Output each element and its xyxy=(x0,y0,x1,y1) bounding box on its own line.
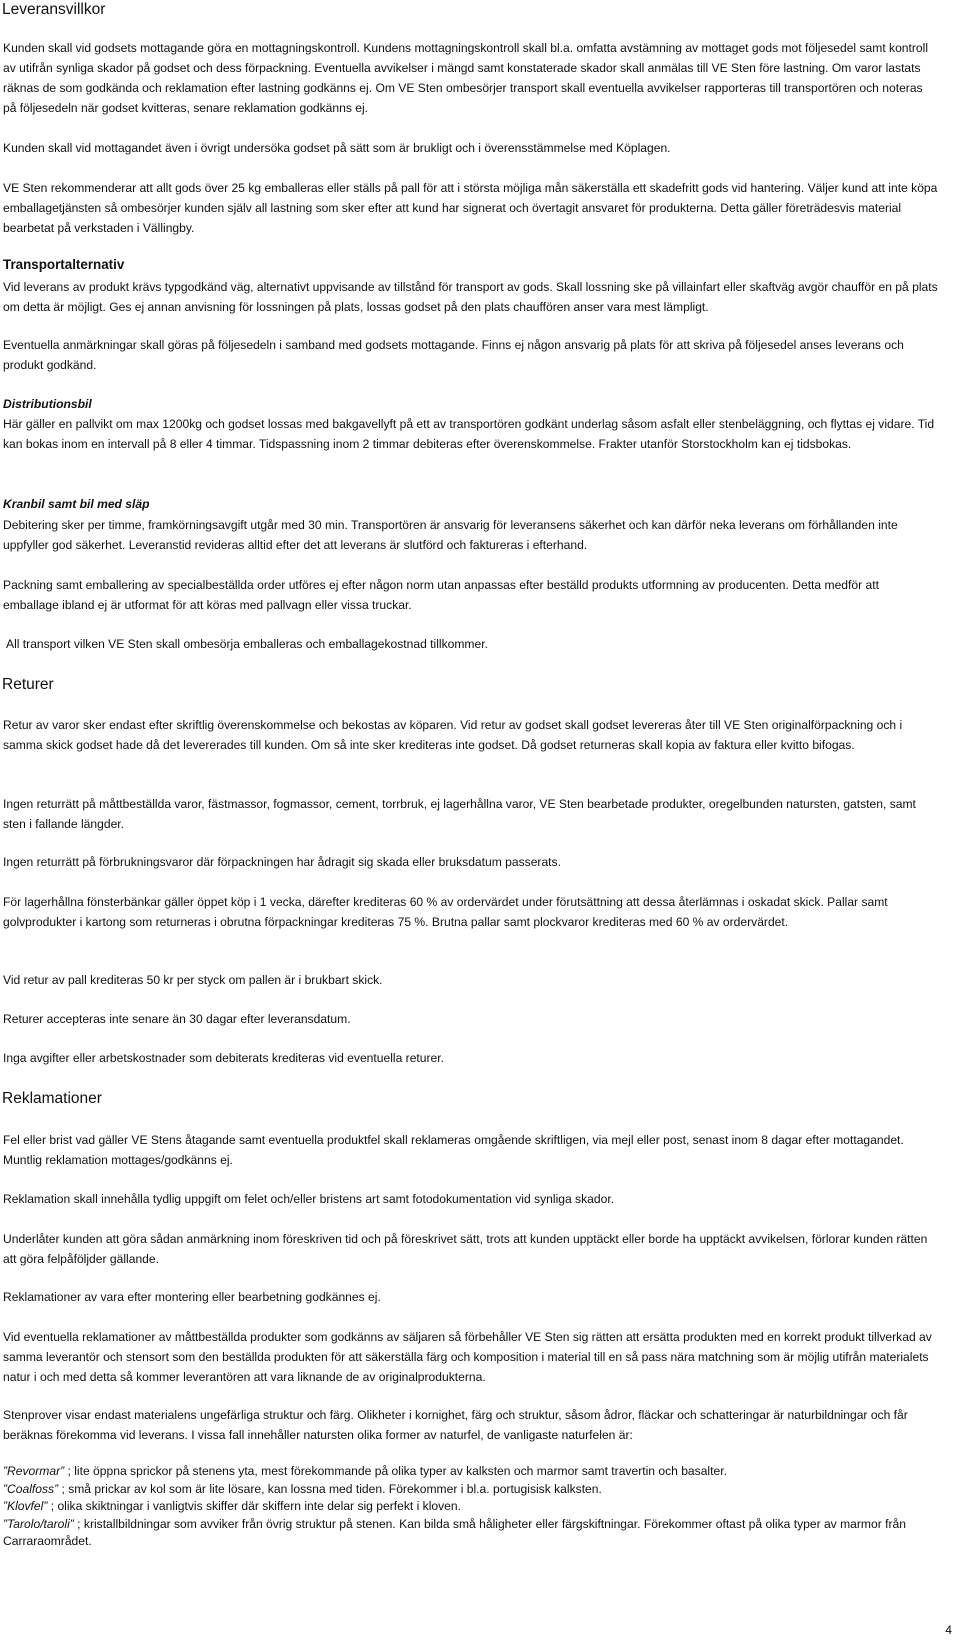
list-item xyxy=(3,1481,938,1499)
section-title-returer: Returer xyxy=(2,676,54,693)
term-coalfoss: ”Coalfoss” xyxy=(3,1481,62,1496)
leveransvillkor-paragraph-1: Kunden skall vid godsets mottagande göra en mottagningskontroll. Kundens mottagningskontroll skall bl.a. omfatta avstämning av mottaget gods mot följesedel samt kontroll av utifrån synliga skador på godset och dess förpackning. Eventuella avvikelser i mängd samt konstaterade skador skall anmälas till VE Sten före lastning. Om varor lastats räknas de som godkända och reklamation efter lastning godkänns ej. Om VE Sten ombesörjer transport skall eventuella avvikelser rapporteras till transportören och noteras på följesedeln när godset kvitteras, senare reklamation godkänns ej. xyxy=(3,41,929,115)
reklamationer-paragraph-4: Reklamationer av vara efter montering eller bearbetning godkännes ej. xyxy=(3,1290,381,1304)
all-transport-paragraph: All transport vilken VE Sten skall ombesörja emballeras och emballagekostnad tillkommer. xyxy=(6,637,488,651)
reklamationer-paragraph-2: Reklamation skall innehålla tydlig uppgift om felet och/eller bristens art samt fotodokumentation vid synliga skador. xyxy=(3,1192,615,1206)
page-number: 4 xyxy=(945,1623,952,1637)
packning-paragraph: Packning samt emballering av specialbeställda order utföres ej efter någon norm utan anpassas efter beställd produkts utformning av producenten. Detta medför att emballage ibland ej är utformat för att köras med pallvagn eller vissa truckar. xyxy=(3,578,879,612)
returer-paragraph-3: Ingen returrätt på förbrukningsvaror där förpackningen har ådragit sig skada eller bruksdatum passerats. xyxy=(3,855,561,869)
term-tarolo: ”Tarolo/taroli” xyxy=(3,1516,78,1531)
section-title-leveransvillkor: Leveransvillkor xyxy=(2,1,106,18)
returer-paragraph-4: För lagerhållna fönsterbänkar gäller öppet köp i 1 vecka, därefter krediteras 60 % av ordervärdet under förutsättning att dessa återlämnas i oskadat skick. Pallar samt golvprodukter i kartong som returneras i obrutna förpackningar krediteras 75 %. Brutna pallar samt plockvaror krediteras med 60 % av ordervärdet. xyxy=(3,895,888,929)
returer-paragraph-7: Inga avgifter eller arbetskostnader som debiterats krediteras vid eventuella returer. xyxy=(3,1051,444,1065)
reklamationer-paragraph-1: Fel eller brist vad gäller VE Stens åtagande samt eventuella produktfel skall reklameras omgående skriftligen, via mejl eller post, senast inom 8 dagar efter mottagandet. Muntlig reklamation mottages/godkänns ej. xyxy=(3,1133,904,1167)
naturfel-list xyxy=(3,1463,938,1551)
reklamationer-paragraph-5: Vid eventuella reklamationer av måttbeställda produkter som godkänns av säljaren så förbehåller VE Sten sig rätten att ersätta produkten med en korrekt produkt tillverkad av samma leverantör och stensort som den beställda produkten för att säkerställa färg och komposition i material till en så pass nära matchning som är möjlig utifrån materialets natur i och med detta så kommer leverantören att vara liknande de av originalprodukterna. xyxy=(3,1330,932,1384)
kranbil-paragraph: Debitering sker per timme, framkörningsavgift utgår med 30 min. Transportören är ansvarig för leveransens säkerhet och kan därför neka leverans om förhållanden inte uppfyller god säkerhet. Leveranstid revideras alltid efter det att leverans är slutförd och faktureras i efterhand. xyxy=(3,518,898,552)
leveransvillkor-paragraph-3: VE Sten rekommenderar att allt gods över 25 kg emballeras eller ställs på pall för att i största möjliga mån säkerställa ett skadefritt gods vid hantering. Väljer kund att inte köpa emballagetjänsten så ombesörjer kunden själv all lastning som sker efter att kund har signerat och övertagit ansvaret för produkterna. Detta gäller företrädesvis material bearbetat på verkstaden i Vällingby. xyxy=(3,181,938,235)
subheading-transportalternativ: Transportalternativ xyxy=(3,257,125,272)
distributionsbil-paragraph: Här gäller en pallvikt om max 1200kg och godset lossas med bakgavellyft på ett av transportören godkänt underlag såsom asfalt eller stenbeläggning, och flyttas ej vidare. Tid kan bokas inom en intervall på 8 eller 4 timmar. Tidspassning inom 2 timmar debiteras efter överenskommelse. Frakter utanför Storstockholm kan ej tidsbokas. xyxy=(3,417,935,451)
list-item xyxy=(3,1498,938,1516)
term-description: ; olika skiktningar i vanligtvis skiffer där skiffern inte delar sig perfekt i kloven. xyxy=(50,1499,461,1513)
subheading-kranbil: Kranbil samt bil med släp xyxy=(3,497,150,511)
term-description: ; små prickar av kol som är lite lösare, kan lossna med tiden. Förekommer i bl.a. portugisisk kalksten. xyxy=(61,1481,602,1496)
transport-paragraph: Vid leverans av produkt krävs typgodkänd väg, alternativt uppvisande av tillstånd för transport av gods. Skall lossning ske på villainfart eller skaftväg avgör chaufför en på plats om detta är möjligt. Ges ej annan anvisning för lossningen på plats, lossas godset på den plats chauffören anser vara mest lämpligt. xyxy=(3,280,938,314)
returer-paragraph-2: Ingen returrätt på måttbeställda varor, fästmassor, fogmassor, cement, torrbruk, ej lagerhållna varor, VE Sten bearbetade produkter, oregelbunden natursten, gatsten, samt sten i fallande längder. xyxy=(3,797,916,831)
returer-paragraph-6: Returer accepteras inte senare än 30 dagar efter leveransdatum. xyxy=(3,1012,351,1026)
anmarkningar-paragraph: Eventuella anmärkningar skall göras på följesedeln i samband med godsets mottagande. Finns ej någon ansvarig på plats för att skriva på följesedel anses leverans och produkt godkänd. xyxy=(3,338,904,372)
reklamationer-paragraph-3: Underlåter kunden att göra sådan anmärkning inom föreskriven tid och på föreskrivet sätt, trots att kunden upptäckt eller borde ha upptäckt avvikelsen, förlorar kunden rätten att göra felpåföljder gällande. xyxy=(3,1232,928,1266)
reklamationer-paragraph-6: Stenprover visar endast materialens ungefärliga struktur och färg. Olikheter i kornighet, färg och struktur, såsom ådror, fläckar och schatteringar är naturbildningar och får beräknas förekomma vid leverans. I vissa fall innehåller natursten olika former av naturfel, de vanligaste naturfelen är: xyxy=(3,1408,908,1442)
subheading-distributionsbil: Distributionsbil xyxy=(3,397,92,411)
term-description: ; lite öppna sprickor på stenens yta, mest förekommande på olika typer av kalksten och marmor samt travertin och basalter. xyxy=(67,1464,727,1478)
section-title-reklamationer: Reklamationer xyxy=(2,1090,102,1107)
list-item xyxy=(3,1463,938,1481)
returer-paragraph-1: Retur av varor sker endast efter skriftlig överenskommelse och bekostas av köparen. Vid retur av godset skall godset levereras åter till VE Sten originalförpackning och i samma skick godset hade då det levererades till kunden. Om så inte sker krediteras inte godset. Då godset returneras skall kopia av faktura eller kvitto bifogas. xyxy=(3,718,903,752)
term-description: ; kristallbildningar som avviker från övrig struktur på stenen. Kan bilda små håligheter eller färgskiftningar. Förekommer oftast på olika typer av marmor från Carraraområdet. xyxy=(3,1516,906,1548)
leveransvillkor-paragraph-2: Kunden skall vid mottagandet även i övrigt undersöka godset på sätt som är brukligt och i överensstämmelse med Köplagen. xyxy=(3,141,671,155)
term-klovfel: ”Klovfel” xyxy=(3,1499,51,1513)
returer-paragraph-5: Vid retur av pall krediteras 50 kr per styck om pallen är i brukbart skick. xyxy=(3,973,383,987)
term-revormar: ”Revormar” xyxy=(3,1464,68,1478)
list-item xyxy=(3,1516,938,1551)
